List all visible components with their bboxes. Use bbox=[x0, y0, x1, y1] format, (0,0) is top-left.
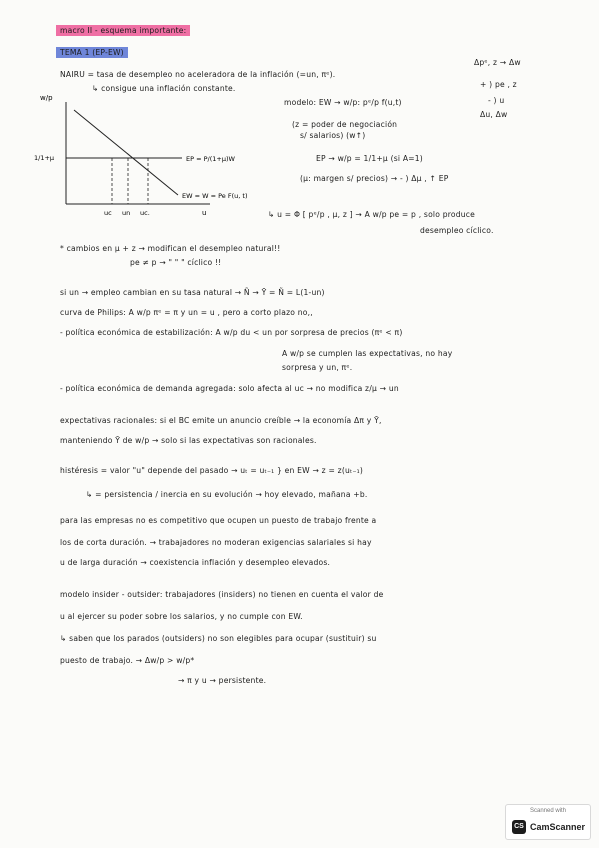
text-line: para las empresas no es competitivo que ocupen un puesto de trabajo frente a bbox=[60, 516, 377, 525]
text-line: ↳ = persistencia / inercia en su evolución → hoy elevado, mañana +b. bbox=[86, 490, 368, 499]
ep-equation: EP → w/p = 1/1+μ (si A=1) bbox=[316, 154, 423, 163]
text-line: los de corta duración. → trabajadores no moderan exigencias salariales si hay bbox=[60, 538, 372, 547]
mu-note: (μ: margen s/ precios) → - ) Δμ , ↑ EP bbox=[300, 174, 449, 183]
text-line: ↳ saben que los parados (outsiders) no son elegibles para ocupar (sustituir) su bbox=[60, 634, 377, 643]
text-line: manteniendo Ȳ de w/p → solo si las expectativas son racionales. bbox=[60, 436, 317, 445]
nairu-right-note: Δpᵉ, z → Δw bbox=[474, 58, 521, 67]
x-axis-label: u bbox=[202, 209, 207, 217]
text-line: histéresis = valor "u" depende del pasado → uₜ = uₜ₋₁ } en EW → z = z(uₜ₋₁) bbox=[60, 466, 364, 475]
y-axis-label: w/p bbox=[40, 94, 53, 102]
page-title: macro II - esquema importante: bbox=[56, 26, 190, 35]
text-line: - política económica de demanda agregada: solo afecta al uc → no modifica z/μ → un bbox=[60, 384, 399, 393]
u-equation-2: desempleo cíclico. bbox=[420, 226, 494, 235]
text-line: - política económica de estabilización: A w/p du < un por sorpresa de precios (πᵉ < π) bbox=[60, 328, 403, 337]
model-delta: Δu, Δw bbox=[480, 110, 508, 119]
topic-heading: TEMA 1 (EP-EW) bbox=[56, 48, 128, 57]
text-line: curva de Philips: A w/p πᵉ = π y un = u , pero a corto plazo no,, bbox=[60, 308, 313, 317]
camscanner-badge bbox=[505, 804, 591, 840]
camscanner-logo-icon: CS bbox=[512, 820, 526, 834]
tick-uc2: uc. bbox=[140, 209, 150, 217]
ep-label: EP = P/(1+μ)W bbox=[186, 155, 235, 163]
ew-curve bbox=[74, 110, 178, 195]
changes-line-2: pe ≠ p → " " " cíclico !! bbox=[130, 258, 222, 267]
tick-uc: uc bbox=[104, 209, 112, 217]
labour-market-graph bbox=[34, 92, 248, 222]
text-line: → π y u → persistente. bbox=[178, 676, 267, 685]
z-note: (z = poder de negociación bbox=[292, 120, 398, 129]
u-equation: ↳ u = Φ [ pᵉ/p , μ, z ] → A w/p pe = p , solo produce bbox=[268, 210, 475, 219]
text-line: u al ejercer su poder sobre los salarios, y no cumple con EW. bbox=[60, 612, 303, 621]
camscanner-name: CamScanner bbox=[530, 822, 586, 832]
model-sign-plus: + ) pe , z bbox=[480, 80, 517, 89]
text-line: sorpresa y un, πᵉ. bbox=[282, 363, 353, 372]
changes-line-1: * cambios en μ + z → modifican el desempleo natural!! bbox=[60, 244, 281, 253]
model-equation: modelo: EW → w/p: pᵉ/p f(u,t) bbox=[284, 98, 402, 107]
nairu-consequence: ↳ consigue una inflación constante. bbox=[92, 84, 236, 93]
ep-level-mark: 1/1+μ bbox=[34, 154, 55, 162]
text-line: A w/p se cumplen las expectativas, no hay bbox=[282, 349, 453, 358]
tick-un: un bbox=[122, 209, 131, 217]
z-note-2: s/ salarios) (w↑) bbox=[300, 131, 366, 140]
text-line: si un → empleo cambian en su tasa natural → Ñ → Ȳ = Ñ = L(1-un) bbox=[60, 288, 325, 297]
model-sign-minus: - ) u bbox=[488, 96, 505, 105]
text-line: modelo insider - outsider: trabajadores (insiders) no tienen en cuenta el valor de bbox=[60, 590, 384, 599]
text-line: puesto de trabajo. → Δw/p > w/p* bbox=[60, 656, 195, 665]
nairu-definition: NAIRU = tasa de desempleo no aceleradora de la inflación (=un, πᵉ). bbox=[60, 70, 336, 79]
text-line: expectativas racionales: si el BC emite un anuncio creíble → la economía Δπ y Ȳ, bbox=[60, 416, 382, 425]
text-line: u de larga duración → coexistencia inflación y desempleo elevados. bbox=[60, 558, 331, 567]
ew-label: EW = W = Pe F(u, t) bbox=[182, 192, 248, 200]
scanned-with-label: Scanned with bbox=[529, 808, 567, 814]
